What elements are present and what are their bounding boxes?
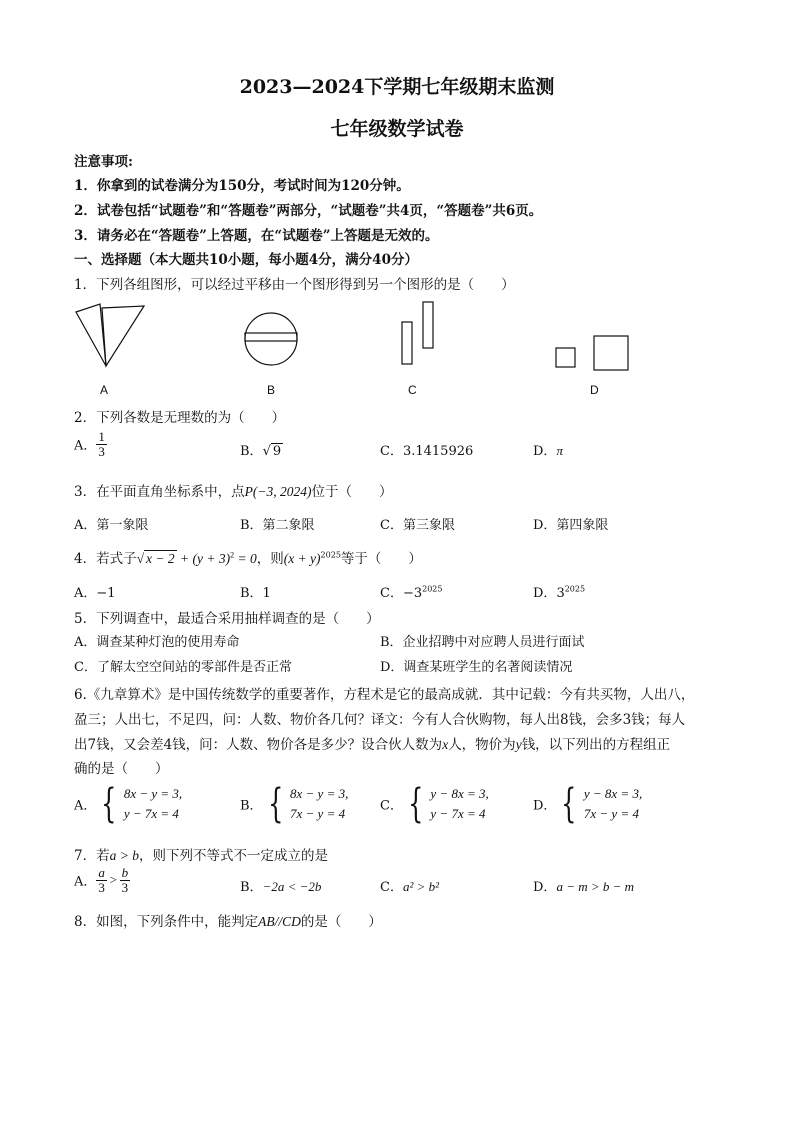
option-label: B． [240, 798, 263, 814]
denominator: 3 [98, 879, 105, 895]
option-label: B． [240, 444, 263, 459]
stem-text: 3．在平面直角坐标系中，点 [74, 484, 245, 500]
question-6-option-a: A． { 8x − y = 3, y − 7x = 4 [74, 781, 183, 828]
numerator: 1 [98, 429, 105, 444]
question-4-stem [74, 547, 422, 567]
option-label: A． [74, 874, 97, 890]
exam-title: 2023—2024下学期七年级期末监测 [239, 76, 555, 98]
numerator: a [98, 865, 105, 880]
question-3-option: C．第三象限 [380, 518, 455, 533]
notice-item: 3．请务必在“答题卷”上答题，在“试题卷”上答题是无效的。 [74, 228, 439, 244]
stem-text: 钱，以下列出的方程组正 [521, 737, 671, 753]
exam-subtitle: 七年级数学试卷 [330, 118, 464, 140]
equation: y − 8x = 3, [430, 786, 489, 801]
stem-text: ，则 [256, 551, 284, 567]
question-5-option-a: A．调查某种灯泡的使用寿命 [74, 635, 240, 650]
stem-text: 8．如图，下列条件中，能判定 [74, 914, 259, 930]
base: −3 [402, 586, 423, 601]
figure-b-circle [245, 313, 297, 365]
question-3-option: A．第一象限 [74, 518, 149, 533]
question-6-option-b: B． { 8x − y = 3, 7x − y = 4 [240, 781, 349, 828]
notice-item: 1．你拿到的试卷满分为150分，考试时间为120分钟。 [74, 178, 410, 194]
question-1-stem: 1．下列各组图形，可以经过平移由一个图形得到另一个图形的是（ ） [74, 277, 515, 293]
option-label: D． [533, 798, 557, 814]
option-label: C． [380, 880, 403, 895]
question-4-option-c [380, 582, 442, 601]
question-6-option-c: C． { y − 8x = 3, y − 7x = 4 [380, 781, 489, 828]
option-label: D． [533, 444, 557, 459]
figure-label: B [267, 383, 276, 397]
question-6-line: 确的是（ ） [74, 761, 169, 777]
option-value: a² > b² [402, 879, 440, 894]
option-label: D． [533, 880, 557, 895]
option-label: D． [533, 586, 557, 601]
stem-text: 7．若 [74, 848, 110, 864]
question-1-figures [70, 296, 650, 378]
equation: y − 8x = 3, [583, 786, 643, 801]
operator: > [108, 872, 118, 888]
stem-text: 的是（ ） [300, 914, 382, 930]
question-3-option: B．第二象限 [240, 518, 315, 533]
question-2-option-c [380, 440, 473, 459]
equation-system [430, 784, 488, 824]
denominator: 3 [98, 443, 105, 459]
expression: √ $x - 2 + (y + 3)^2 = 0$ [136, 550, 257, 566]
question-6-option-d: D． { y − 8x = 3, 7x − y = 4 [533, 781, 643, 828]
fraction [96, 430, 107, 458]
equation: y − 7x = 4 [123, 806, 179, 822]
radicand: 9 [272, 444, 282, 459]
variable: y [515, 737, 522, 752]
figure-c-rectangles [402, 302, 433, 364]
base: 3 [556, 586, 565, 601]
numerator: b [121, 865, 129, 880]
equation: 8x − y = 3, [123, 786, 183, 801]
option-value: π [556, 443, 563, 458]
question-6-line: 盈三；人出七，不足四，问：人数、物价各几何？译文：今有人合伙购物，每人出8钱，会多3钱；每人 [74, 712, 686, 728]
question-7-stem [74, 844, 328, 864]
equation-system [584, 784, 642, 824]
stem-text: 人，物价为 [448, 737, 516, 753]
figure-label: A [100, 383, 109, 397]
point-coordinate: P(−3, 2024) [244, 484, 312, 499]
option-value: −2a < −2b [262, 879, 322, 894]
question-2-option-b: B．√ 9 [240, 444, 282, 459]
question-5-option-c: C．了解太空空间站的零部件是否正常 [74, 660, 292, 675]
question-3-option: D．第四象限 [533, 518, 609, 533]
stem-text: 位于（ ） [311, 484, 393, 500]
question-7-option-c [380, 876, 439, 895]
fraction [120, 866, 131, 894]
exponent: 2025 [564, 584, 586, 594]
stem-text: 等于（ ） [340, 551, 422, 567]
condition: a > b [109, 848, 139, 863]
question-6-line: 6.《九章算术》是中国传统数学的重要著作，方程术是它的最高成就．其中记载：今有共买物，人出八， [74, 687, 695, 703]
condition: AB//CD [258, 914, 301, 929]
stem-text: ，则下列不等式不一定成立的是 [138, 848, 328, 864]
equation-system [124, 784, 182, 824]
question-7-option-b [240, 876, 321, 895]
question-8-stem [74, 910, 382, 930]
question-3-stem [74, 480, 392, 500]
notice-item: 2．试卷包括“试题卷”和“答题卷”两部分，“试题卷”共4页，“答题卷”共6页。 [74, 203, 543, 219]
exponent: 2025 [320, 550, 341, 560]
section-heading: 一、选择题（本大题共10小题，每小题4分，满分40分） [74, 252, 418, 268]
question-2-option-a [74, 430, 107, 458]
option-label: B． [240, 880, 263, 895]
question-4-option-d [533, 582, 585, 601]
question-5-option-d: D．调查某班学生的名著阅读情况 [380, 660, 573, 675]
equation: 7x − y = 4 [583, 806, 639, 822]
question-7-option-a [74, 866, 130, 894]
question-5-option-b: B．企业招聘中对应聘人员进行面试 [380, 635, 585, 650]
question-4-option-b: B．1 [240, 586, 271, 601]
question-5-stem: 5．下列调查中，最适合采用抽样调查的是（ ） [74, 611, 380, 627]
figure-label: C [408, 383, 417, 397]
stem-text: 4．若式子 [74, 551, 137, 567]
option-label: A． [74, 438, 97, 454]
notice-heading: 注意事项: [74, 154, 133, 170]
question-2-stem: 2．下列各数是无理数的为（ ） [74, 410, 286, 426]
question-2-option-d [533, 440, 563, 459]
option-label: A． [74, 798, 97, 814]
question-4-option-a: A．−1 [74, 586, 116, 601]
option-label: C． [380, 798, 403, 814]
equation: 8x − y = 3, [290, 786, 349, 801]
equation: y − 7x = 4 [430, 806, 486, 822]
figure-a-triangles [76, 304, 144, 366]
option-value: 3.1415926 [402, 444, 474, 459]
option-label: C． [380, 586, 403, 601]
variable: x [442, 737, 449, 752]
equation-system [290, 784, 348, 824]
exponent: 2025 [422, 584, 443, 594]
stem-text: 出7钱，又会差4钱，问：人数、物价各是多少？设合伙人数为 [74, 737, 443, 753]
equation: 7x − y = 4 [290, 806, 346, 822]
expression: (x + y) [283, 551, 321, 566]
option-value: a − m > b − m [556, 879, 635, 894]
figure-d-squares [556, 336, 628, 370]
question-6-line [74, 733, 670, 753]
figure-label: D [590, 383, 599, 397]
fraction [96, 866, 107, 894]
option-label: C． [380, 444, 403, 459]
denominator: 3 [121, 879, 129, 895]
question-7-option-d [533, 876, 634, 895]
